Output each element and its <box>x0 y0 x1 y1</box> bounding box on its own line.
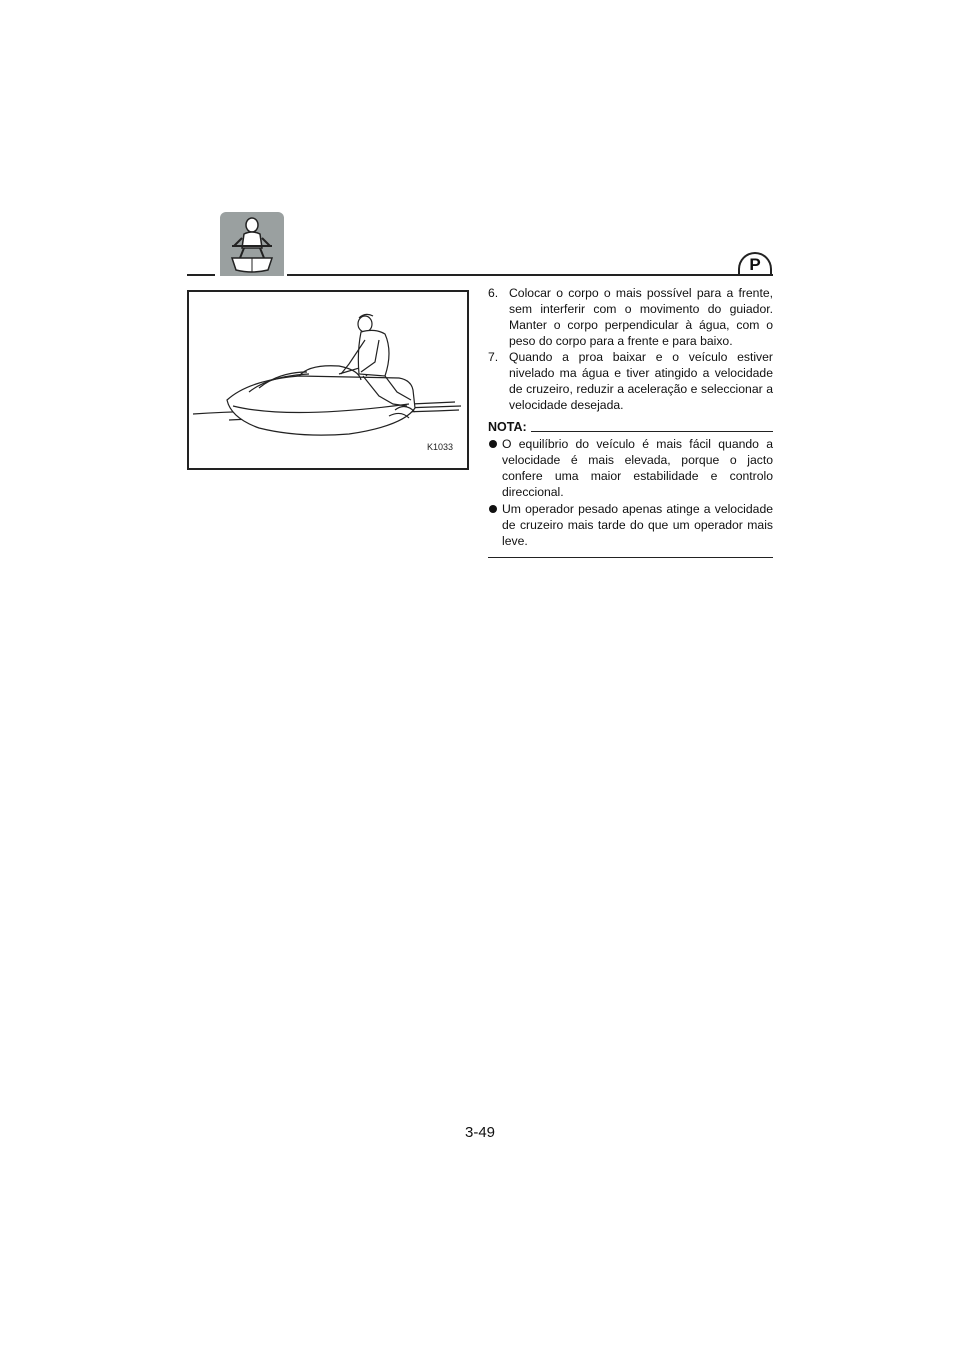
step-number: 7. <box>488 350 499 364</box>
page-number: 3-49 <box>464 1124 496 1141</box>
bullet-icon <box>489 505 497 513</box>
bullet-icon <box>489 440 497 448</box>
header-rule-right <box>287 274 773 276</box>
language-badge: P <box>738 252 772 274</box>
note-item <box>488 501 773 549</box>
step-text: Colocar o corpo o mais possível para a frente, sem interferir com o movimento do guiador. Manter o corpo perpendicular à água, com o peso do corpo para a frente e para baixo. <box>509 286 773 348</box>
note-heading-rule <box>531 431 773 432</box>
header-rule-left <box>187 274 215 276</box>
note-heading-label: NOTA: <box>488 420 527 434</box>
rider-on-personal-watercraft-illustration <box>189 292 467 468</box>
content-column <box>488 285 773 558</box>
note-item-text: Um operador pesado apenas atinge a velocidade de cruzeiro mais tarde do que um operador mais leve. <box>502 502 773 548</box>
note-end-rule <box>488 557 773 558</box>
step-6 <box>488 285 773 349</box>
figure-frame <box>187 290 469 470</box>
step-text: Quando a proa baixar e o veículo estiver nivelado ma água e tiver atingido a velocidade de cruzeiro, reduzir a aceleração e seleccionar a velocidade desejada. <box>509 350 773 412</box>
note-item <box>488 436 773 500</box>
watercraft-rider-icon <box>220 212 284 276</box>
note-item-text: O equilíbrio do veículo é mais fácil quando a velocidade é mais elevada, porque o jacto confere uma maior estabilidade e controlo direccional. <box>502 437 773 499</box>
step-7 <box>488 349 773 413</box>
step-number: 6. <box>488 286 499 300</box>
note-heading <box>488 419 773 435</box>
figure-code: K1033 <box>427 442 454 452</box>
